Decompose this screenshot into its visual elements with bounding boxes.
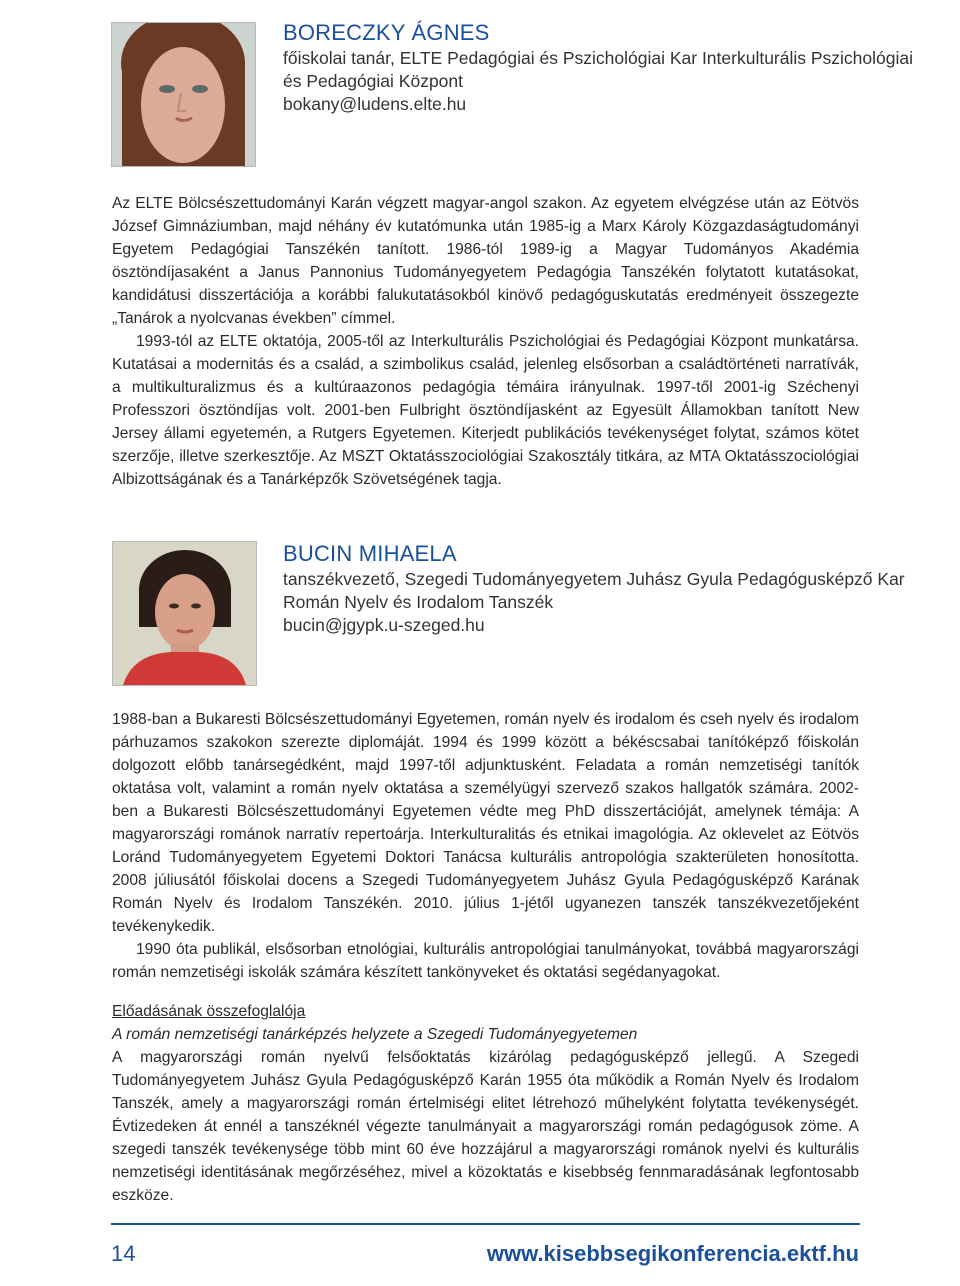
person-role: tanszékvezető, Szegedi Tudományegyetem Juhász Gyula Pedagógusképző Kar Román Nyelv és Irodalom Tanszék: [283, 569, 905, 612]
page-number: 14: [111, 1241, 136, 1266]
talk-title: A román nemzetiségi tanárképzés helyzete a Szegedi Tudományegyetemen: [112, 1026, 638, 1043]
person-name: BORECZKY ÁGNES: [283, 20, 490, 45]
portrait-photo-boreczky: [111, 22, 256, 167]
person-email: bokany@ludens.elte.hu: [283, 94, 467, 114]
person-header-bucin: [283, 541, 923, 637]
bio-boreczky: [112, 192, 859, 491]
bio-paragraph: Az ELTE Bölcsészettudományi Karán végzett magyar-angol szakon. Az egyetem elvégzése után az Eötvös József Gimnáziumban, majd néhány év kutatómunka után 1985-ig a Marx Károly Közgazdaságtudományi Egyetem Pedagógiai Tanszékén tanított. 1986-tól 1989-ig a Magyar Tudományos Akadémia ösztöndíjasaként a Janus Pannonius Tudományegyetem Pedagógia Tanszékén folytatott kutatásokat, kandidátusi disszertációja a korábbi falukutatásokból kinövő pedagóguskutatás eredményeit összegezte „Tanárok a nyolcvanas években” címmel.: [112, 195, 859, 327]
bio-bucin: [112, 708, 859, 984]
person-email: bucin@jgypk.u-szeged.hu: [283, 615, 485, 635]
person-header-boreczky: [283, 20, 923, 116]
bio-paragraph: 1993-tól az ELTE oktatója, 2005-től az Interkulturális Pszichológiai és Pedagógiai Központ munkatársa. Kutatásai a modernitás és a család, a szimbolikus család, jelenleg elsősorban a családtörténeti narratívák, a multikulturalizmus és a kultúraazonos pedagógia témáira irányulnak. 1997-től 2001-ig Széchenyi Professzori ösztöndíjas volt. 2001-ben Fulbright ösztöndíjasként az Egyesült Államokban tanított New Jersey állami egyetemén, a Rutgers Egyetemen. Kiterjedt publikációs tevékenységet folytat, számos kötet szerzője, illetve szerkesztője. Az MSZT Oktatásszociológiai Szakosztály titkára, az MTA Oktatásszociológiai Albizottságának és a Tanárképzők Szövetségének tagja.: [112, 333, 859, 488]
bio-paragraph: 1990 óta publikál, elsősorban etnológiai, kulturális antropológiai tanulmányokat, továbbá magyarországi román nemzetiségi iskolák számára készített tankönyveket és oktatási segédanyagokat.: [112, 941, 859, 981]
portrait-photo-bucin: [112, 541, 257, 686]
footer-divider: [111, 1223, 860, 1225]
footer-website: www.kisebbsegikonferencia.ektf.hu: [486, 1241, 859, 1266]
person-name: BUCIN MIHAELA: [283, 541, 457, 566]
talk-heading: Előadásának összefoglalója: [112, 1003, 306, 1020]
person-role: főiskolai tanár, ELTE Pedagógiai és Pszichológiai Kar Interkulturális Pszichológiai és Pedagógiai Központ: [283, 48, 914, 91]
talk-summary: [112, 1000, 859, 1207]
bio-paragraph: 1988-ban a Bukaresti Bölcsészettudományi Egyetemen, román nyelv és irodalom és cseh nyelv és irodalom párhuzamos szakokon szerezte diplomáját. 1994 és 1999 között a békéscsabai tanítóképző főiskolán dolgozott előbb tanársegédként, majd 1997-től adjunktusként. Feladata a román nemzetiségi tanítók oktatása volt, valamint a román nyelv oktatása a személyügyi szervező szakos hallgatók számára. 2002-ben a Bukaresti Bölcsészettudományi Egyetemen védte meg PhD disszertációját, amelynek témája: A magyarországi románok narratív repertoárja. Interkulturalitás és etnikai imagológia. Az oklevelet az Eötvös Loránd Tudományegyetem Egyetemi Doktori Tanácsa kulturális antropológia szakterületen honosította. 2008 júliusától főiskolai docens a Szegedi Tudományegyetem Juhász Gyula Pedagógusképző Karának Román Nyelv és Irodalom Tanszékén. 2010. július 1-jétől ugyanezen tanszék tanszékvezetőjeként tevékenykedik.: [112, 711, 859, 935]
talk-text: A magyarországi román nyelvű felsőoktatás kizárólag pedagógusképző jellegű. A Szegedi Tudományegyetem Juhász Gyula Pedagógusképző Karán 1955 óta működik a Román Nyelv és Irodalom Tanszék, amely a magyarországi román értelmiségi elitet létrehozó műhelyként folytatta tevékenységét. Évtizedeken át ennél a tanszéknél végezte tanulmányait a magyarországi román pedagógusok zöme. A szegedi tanszék tevékenysége több mint 60 éve hozzájárul a magyarországi románok nyelvi és kulturális nemzetiségi identitásának megőrzéséhez, mivel a közoktatás e kisebbség fennmaradásának legfontosabb eszköze.: [112, 1049, 859, 1204]
